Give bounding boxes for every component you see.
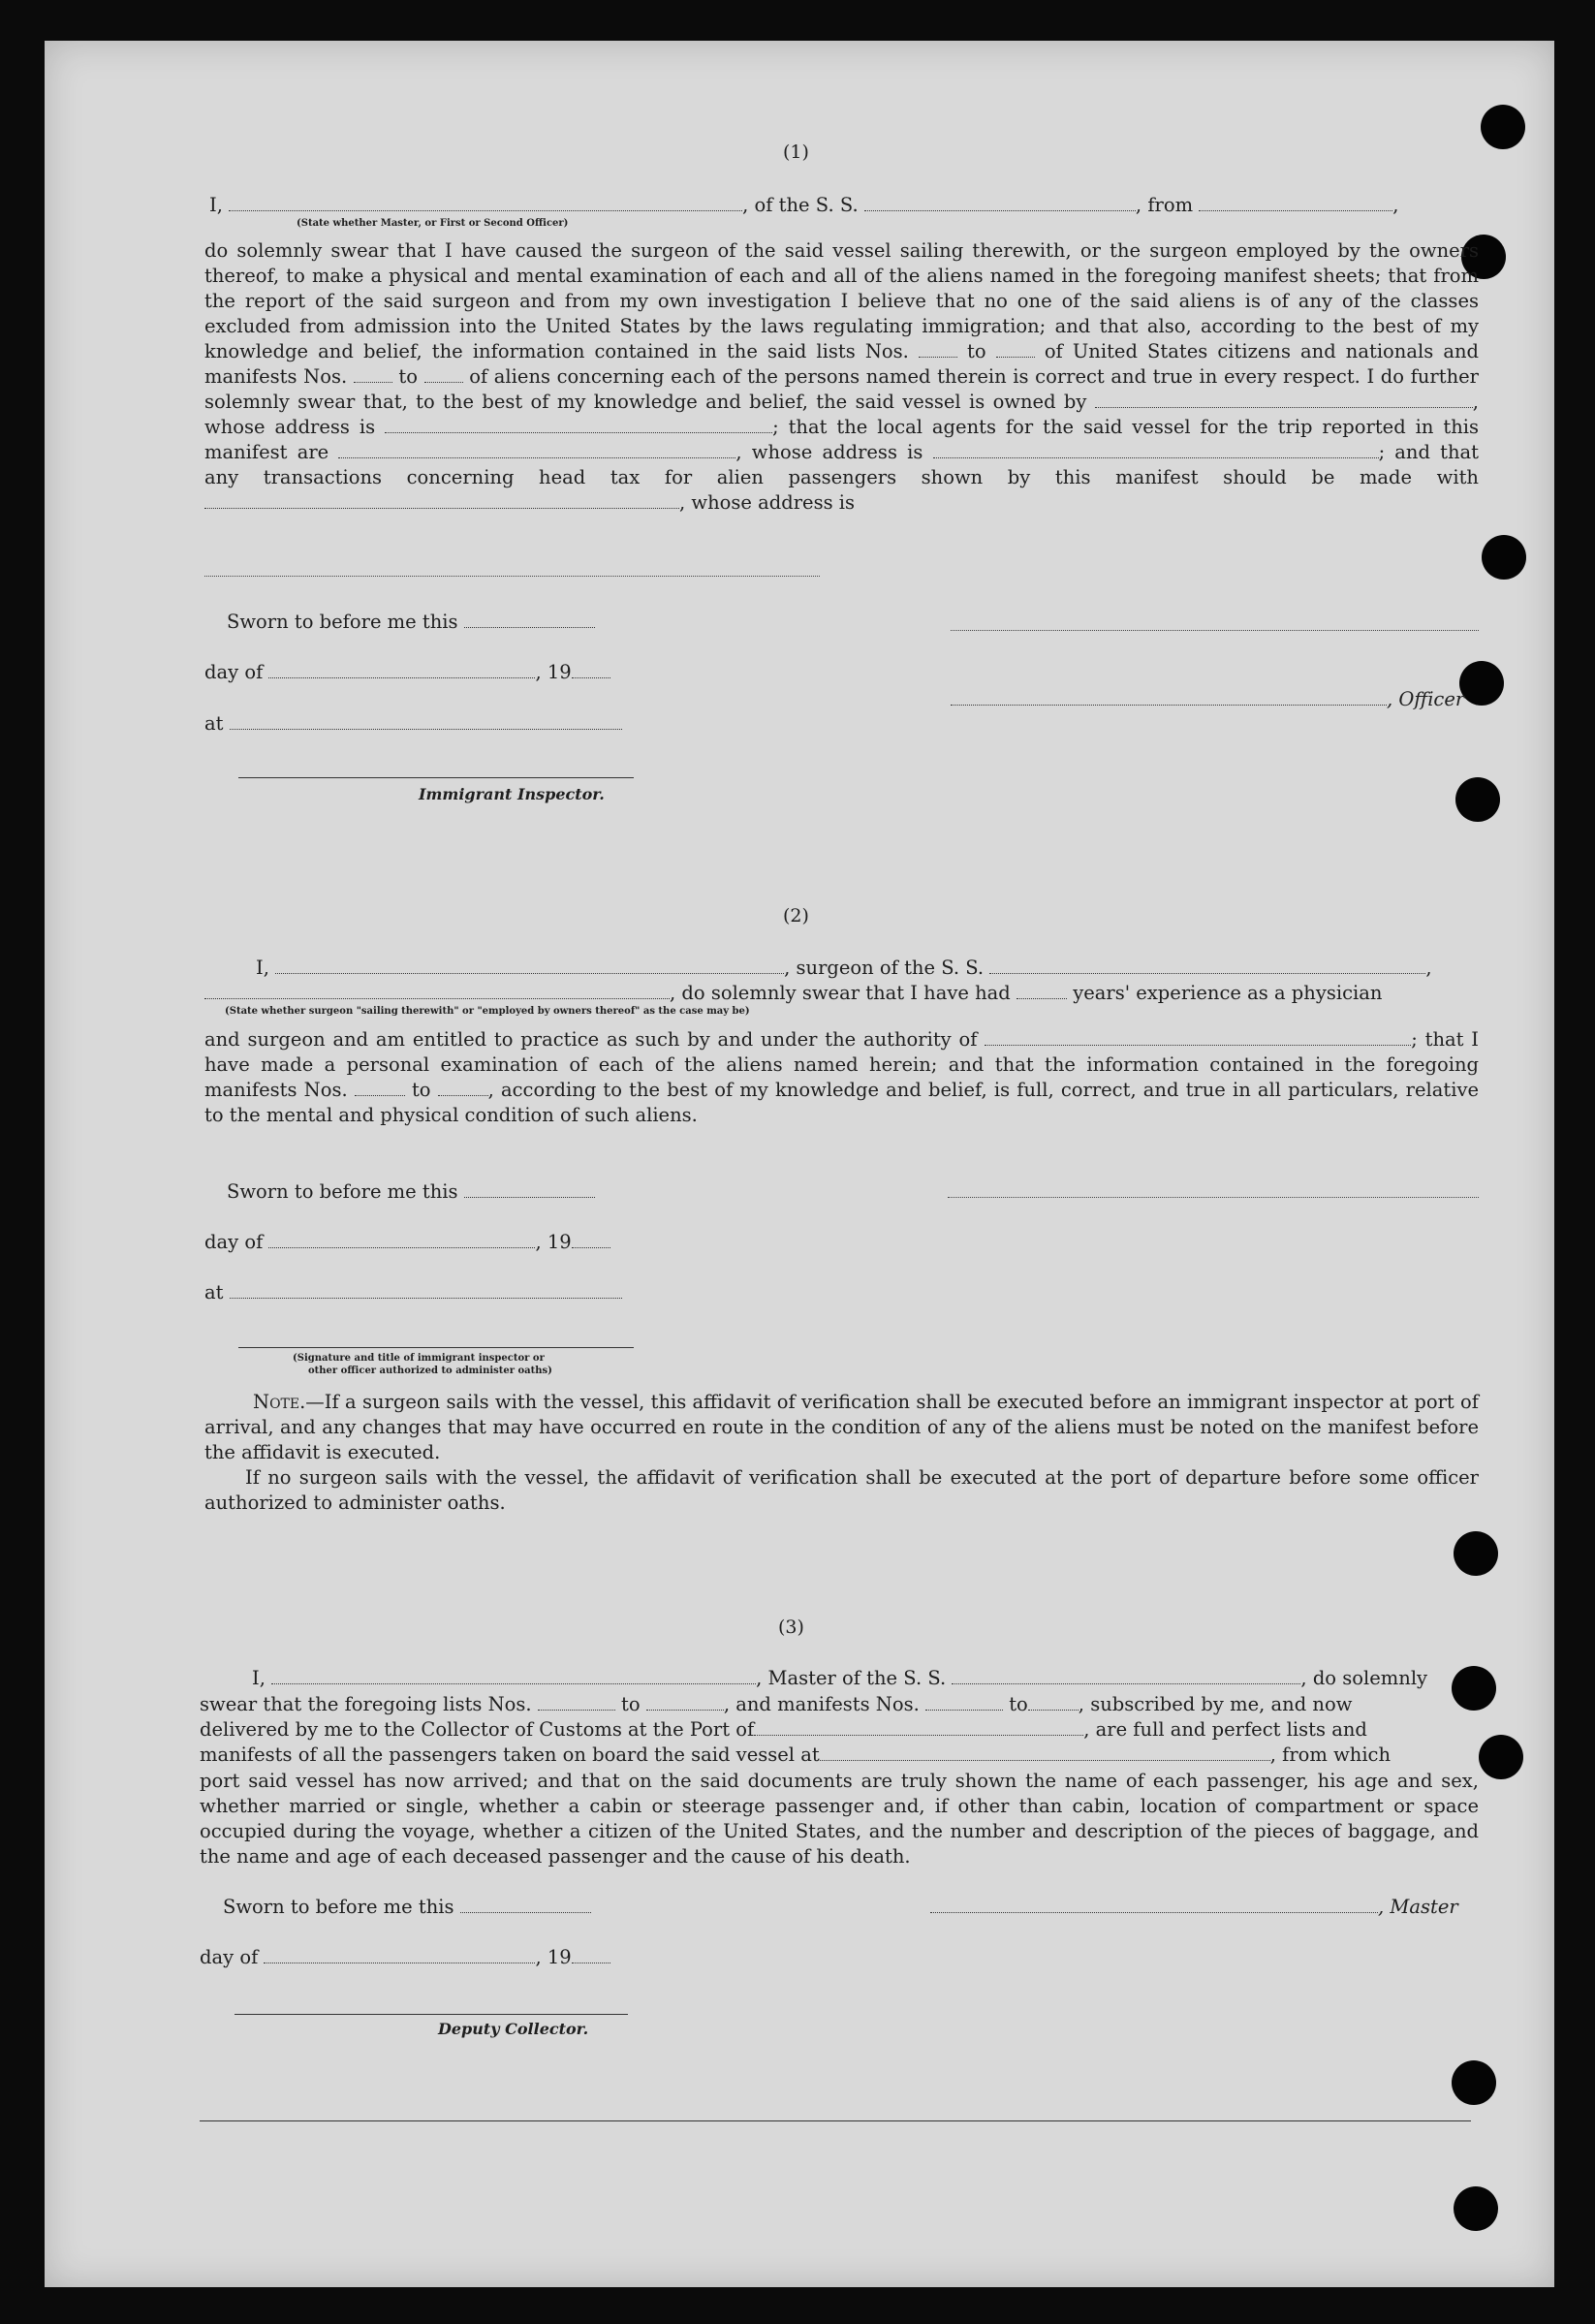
bottom-rule bbox=[200, 2120, 1471, 2121]
s2-month-field[interactable] bbox=[268, 1234, 535, 1248]
s2-first-line: I, , surgeon of the S. S. , bbox=[256, 957, 1432, 979]
s3-to-2: to bbox=[1009, 1693, 1028, 1715]
s2-swear: , do solemnly swear that I have had bbox=[670, 982, 1011, 1004]
s1-address-line[interactable] bbox=[204, 576, 820, 577]
punch-hole bbox=[1454, 1531, 1498, 1576]
s1-lists-from-field[interactable] bbox=[919, 343, 957, 358]
s2-dayof-row bbox=[204, 1231, 610, 1253]
s3-month-field[interactable] bbox=[264, 1949, 535, 1963]
s2-note bbox=[204, 1390, 1479, 1465]
s1-owner-field[interactable] bbox=[1095, 393, 1473, 408]
s1-paragraph: do solemnly swear that I have caused the surgeon of the said vessel sailing therewith, or the surgeon employed by the owners thereof, to make a physical and mental examination of each and all of the aliens named in the foregoing manifest sheets; that from the report of the said surgeon and from my own investigation I believe that no one of the said aliens is of any of the classes excluded from admission into the United States by the laws regulating immigration; and that also, according to the best of my knowledge and belief, the information contained in the said lists Nos. to of United States citizens and nationals and manifests Nos. to of aliens concerning each of the persons named therein is correct and true in every respect. I do further solemnly swear that, to the best of my knowledge and belief, the said vessel is owned by , whose address is ; that the local agents for the said vessel for the trip reported in this manifest are , whose address is ; and that any transactions concerning head tax for alien passengers shown by this manifest should be made with , whose address is bbox=[204, 239, 1480, 514]
s3-sworn-label: Sworn to before me this bbox=[223, 1896, 454, 1918]
s1-officer-name-field[interactable] bbox=[951, 691, 1387, 706]
s3-master-label: , Master bbox=[1378, 1896, 1458, 1918]
s2-signature-caption-1: (Signature and title of immigrant inspector or bbox=[293, 1353, 545, 1364]
s3-collector-signature-line[interactable] bbox=[235, 2014, 628, 2015]
punch-hole bbox=[1459, 661, 1504, 706]
form-page bbox=[45, 41, 1554, 2287]
s2-year-prefix: , 19 bbox=[535, 1231, 572, 1253]
s3-text-2a: delivered by me to the Collector of Customs at the Port of bbox=[200, 1718, 755, 1741]
s2-at-field[interactable] bbox=[230, 1284, 622, 1299]
s1-agents-field[interactable] bbox=[338, 444, 735, 458]
s2-manifest-from-field[interactable] bbox=[355, 1082, 405, 1096]
s2-status-caption: (State whether surgeon "sailing therewith" or "employed by owners thereof" as the case may be) bbox=[225, 1006, 750, 1017]
s1-text-3: of aliens concerning each of the persons named therein is correct and true in every respect. I do further solemnly swear that, to the best of my knowledge and belief, the said vessel is owned by bbox=[204, 365, 1480, 413]
s3-i: I, bbox=[252, 1667, 266, 1689]
punch-hole bbox=[1452, 2060, 1496, 2105]
s2-dayof-label: day of bbox=[204, 1231, 264, 1253]
s3-manifests-to-field[interactable] bbox=[1028, 1696, 1079, 1711]
s2-text-1: and surgeon and am entitled to practice as such by and under the authority of bbox=[204, 1028, 978, 1051]
s3-master-ss: , Master of the S. S. bbox=[756, 1667, 947, 1689]
s3-text-3a: manifests of all the passengers taken on board the said vessel at bbox=[200, 1743, 820, 1766]
s1-of-ss: , of the S. S. bbox=[742, 194, 859, 216]
s1-year-prefix: , 19 bbox=[535, 661, 572, 683]
s1-dayof-row bbox=[204, 661, 610, 683]
s2-sworn-day-field[interactable] bbox=[464, 1183, 595, 1198]
section-number-3: (3) bbox=[778, 1617, 804, 1638]
s1-from-field[interactable] bbox=[1199, 197, 1392, 211]
s1-manifest-to-field[interactable] bbox=[424, 368, 463, 383]
s1-year-field[interactable] bbox=[572, 664, 610, 678]
s1-from: , from bbox=[1135, 194, 1194, 216]
s1-officer-signature-line[interactable] bbox=[951, 630, 1479, 631]
s3-year-prefix: , 19 bbox=[535, 1946, 572, 1968]
s2-sworn-label: Sworn to before me this bbox=[227, 1180, 458, 1203]
punch-hole bbox=[1452, 1666, 1496, 1711]
s3-master-row bbox=[930, 1896, 1458, 1918]
s3-paragraph bbox=[200, 1769, 1479, 1869]
s2-note-text: —If a surgeon sails with the vessel, this affidavit of verification shall be executed before an immigrant inspector at port of arrival, and any changes that may have occurred en route in the condition of any of the aliens must be noted on the manifest before the affidavit is executed. bbox=[204, 1391, 1479, 1463]
s1-officer-label: , Officer bbox=[1387, 688, 1465, 710]
s2-to: to bbox=[411, 1079, 431, 1101]
s2-at-label: at bbox=[204, 1281, 224, 1303]
s2-text-2: that I have made a personal examination of each of the aliens named herein; and that the information contained in the foregoing manifests Nos. bbox=[204, 1028, 1479, 1101]
s2-signature-caption-2: other officer authorized to administer oaths) bbox=[308, 1366, 552, 1376]
s2-note-2-text: If no surgeon sails with the vessel, the affidavit of verification shall be executed at the port of departure before some officer authorized to administer oaths. bbox=[204, 1466, 1479, 1514]
s1-month-field[interactable] bbox=[268, 664, 535, 678]
s1-inspector-signature-line[interactable] bbox=[238, 777, 634, 778]
s1-at-field[interactable] bbox=[230, 715, 622, 730]
s3-line-2 bbox=[200, 1693, 1352, 1715]
s3-dayof-label: day of bbox=[200, 1946, 259, 1968]
s1-at-row bbox=[204, 712, 622, 735]
s1-headtax-field[interactable] bbox=[204, 494, 679, 509]
s3-master-name-field[interactable] bbox=[271, 1670, 756, 1684]
s3-vessel-field[interactable] bbox=[952, 1670, 1300, 1684]
s2-at-row bbox=[204, 1281, 622, 1303]
s3-master-signature-field[interactable] bbox=[930, 1899, 1378, 1913]
s1-officer-row bbox=[951, 688, 1464, 710]
s1-sworn-day-field[interactable] bbox=[464, 613, 595, 628]
s3-sworn-day-field[interactable] bbox=[460, 1899, 591, 1913]
s1-first-line: I, , of the S. S. , from , bbox=[209, 194, 1399, 216]
s3-manifests-from-field[interactable] bbox=[925, 1696, 1003, 1711]
s3-line-3 bbox=[200, 1718, 1367, 1741]
s2-inspector-signature-line[interactable] bbox=[238, 1347, 634, 1348]
s1-text-6: ; and that any transactions concerning head tax for alien passengers shown by this manifest should be made with bbox=[204, 441, 1480, 488]
punch-hole bbox=[1479, 1735, 1523, 1779]
s1-sworn-row bbox=[227, 611, 595, 633]
s3-embark-field[interactable] bbox=[820, 1746, 1270, 1761]
s3-first-line bbox=[252, 1667, 1427, 1689]
s3-sworn-row bbox=[223, 1896, 591, 1918]
s1-owner-address-field[interactable] bbox=[385, 419, 772, 433]
s2-text-3: , according to the best of my knowledge and belief, is full, correct, and true in all particulars, relative to the mental and physical condition of such aliens. bbox=[204, 1079, 1479, 1126]
s2-surgeon-name-field[interactable] bbox=[275, 959, 784, 974]
s3-text-2b: , are full and perfect lists and bbox=[1083, 1718, 1367, 1741]
s3-deputy-label: Deputy Collector. bbox=[438, 2020, 589, 2038]
s2-note-label: Note. bbox=[253, 1391, 306, 1413]
s3-text-3b: , from which bbox=[1269, 1743, 1392, 1766]
s2-years: years' experience as a physician bbox=[1073, 982, 1383, 1004]
s1-agents-address-field[interactable] bbox=[933, 444, 1379, 458]
s1-dayof-label: day of bbox=[204, 661, 264, 683]
s3-lists-to-field[interactable] bbox=[646, 1696, 724, 1711]
s1-officer-caption: (State whether Master, or First or Second Officer) bbox=[297, 218, 569, 229]
s3-text-4: port said vessel has now arrived; and that on the said documents are truly shown the name of each passenger, his age and sex, whether married or single, whether a cabin or steerage passenger and, if other than cabin, location of compartment or space occupied during the voyage, whether a citizen of the United States, and the number and description of the pieces of baggage, and the name and age of each deceased passenger and the cause of his death. bbox=[200, 1770, 1479, 1868]
s1-whose-2: , whose address is bbox=[679, 491, 856, 514]
s3-do-solemnly: , do solemnly bbox=[1300, 1667, 1428, 1689]
s1-whose-1: , whose address is bbox=[204, 391, 1479, 438]
s3-text-1c: , subscribed by me, and now bbox=[1078, 1693, 1353, 1715]
s1-i: I, bbox=[209, 194, 223, 216]
s1-sworn-label: Sworn to before me this bbox=[227, 611, 458, 633]
section-number-1: (1) bbox=[783, 141, 809, 163]
s2-vessel-field[interactable] bbox=[989, 959, 1425, 974]
s1-manifest-from-field[interactable] bbox=[354, 368, 392, 383]
s2-sworn-row bbox=[227, 1180, 595, 1203]
s1-officer-field[interactable] bbox=[229, 197, 742, 211]
s1-to-2: to bbox=[398, 365, 418, 388]
section-number-2: (2) bbox=[783, 905, 809, 926]
s3-dayof-row bbox=[200, 1946, 610, 1968]
s1-text-5: whose address is bbox=[751, 441, 923, 463]
s1-text-4: that the local agents for the said vessel for the trip reported in this manifest are bbox=[204, 416, 1479, 463]
s2-authority-field[interactable] bbox=[985, 1031, 1411, 1046]
s2-second-line bbox=[204, 982, 1382, 1004]
punch-hole bbox=[1455, 777, 1500, 822]
s1-text-2: of United States citizens and nationals and manifests Nos. bbox=[204, 340, 1479, 388]
s3-port-field[interactable] bbox=[754, 1721, 1083, 1736]
s2-years-field[interactable] bbox=[1016, 985, 1067, 999]
s2-year-field[interactable] bbox=[572, 1234, 610, 1248]
punch-hole bbox=[1481, 105, 1525, 149]
s3-to-1: to bbox=[621, 1693, 641, 1715]
s1-inspector-label: Immigrant Inspector. bbox=[419, 785, 605, 803]
s2-i: I, bbox=[256, 957, 269, 979]
s1-to-1: to bbox=[967, 340, 986, 362]
s3-text-1b: , and manifests Nos. bbox=[723, 1693, 920, 1715]
punch-hole bbox=[1454, 2186, 1498, 2231]
s3-line-4 bbox=[200, 1743, 1391, 1766]
s1-at-label: at bbox=[204, 712, 224, 735]
s1-vessel-field[interactable] bbox=[864, 197, 1136, 211]
s1-text-1: do solemnly swear that I have caused the surgeon of the said vessel sailing therewith, or the surgeon employed by the owners thereof, to make a physical and mental examination of each and all of the aliens named in the foregoing manifest sheets; that from the report of the said surgeon and from my own investigation I believe that no one of the said aliens is of any of the classes excluded from admission into the United States by the laws regulating immigration; and that also, according to the best of my knowledge and belief, the information contained in the said lists Nos. bbox=[204, 239, 1479, 362]
s2-note-2 bbox=[204, 1465, 1479, 1516]
s3-lists-from-field[interactable] bbox=[538, 1696, 615, 1711]
s1-lists-to-field[interactable] bbox=[996, 343, 1035, 358]
s2-manifest-to-field[interactable] bbox=[438, 1082, 488, 1096]
s3-text-1a: swear that the foregoing lists Nos. bbox=[200, 1693, 532, 1715]
s2-surgeon-ss: , surgeon of the S. S. bbox=[784, 957, 985, 979]
s2-status-field[interactable] bbox=[204, 985, 670, 999]
punch-hole bbox=[1482, 535, 1526, 580]
s2-paragraph: and surgeon and am entitled to practice as such by and under the authority of ; that I have made a personal examination of each of the aliens named herein; and that the information contained in the foregoing manifests Nos. to , according to the best of my knowledge and belief, is full, correct, and true in all particulars, relative to the mental and physical condition of such aliens. bbox=[204, 1028, 1479, 1126]
s3-year-field[interactable] bbox=[572, 1949, 610, 1963]
s2-surgeon-signature-line[interactable] bbox=[948, 1197, 1479, 1198]
